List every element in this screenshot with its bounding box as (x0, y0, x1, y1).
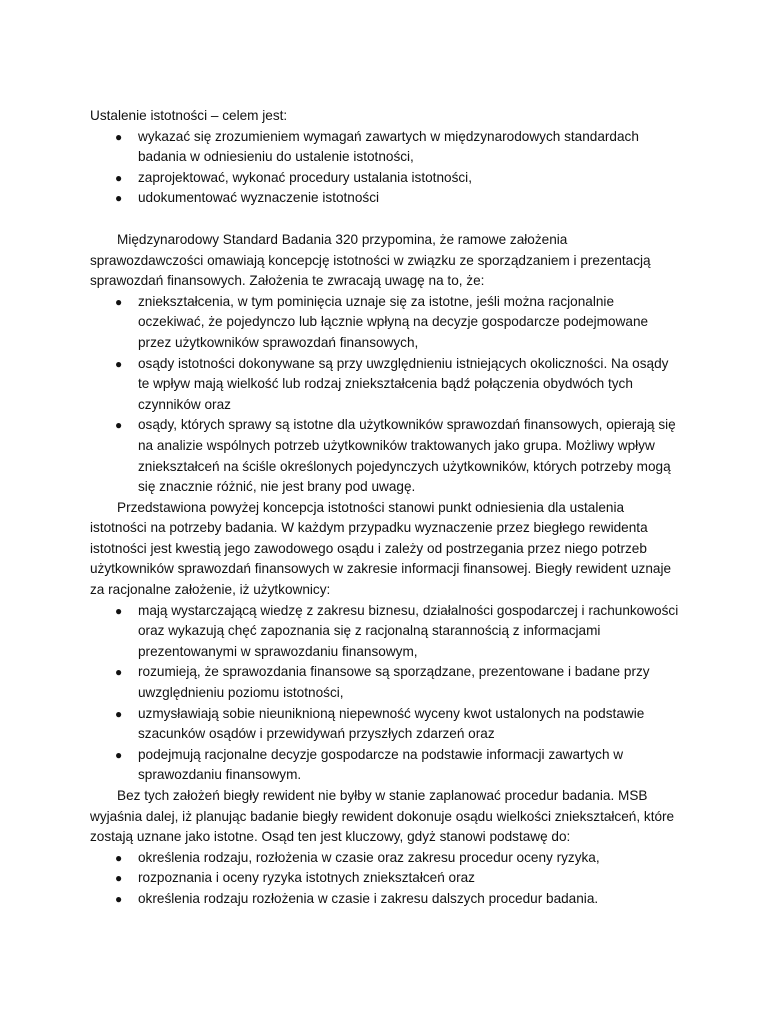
bullet-dot-icon: ● (115, 418, 123, 433)
paragraph-spacer (90, 209, 682, 230)
basis-bullet-list (90, 848, 682, 910)
paragraph-materiality-concept: Przedstawiona powyżej koncepcja istotności stanowi punkt odniesienia dla ustalenia istotności na potrzeby badania. W każdym przypadku wyznaczenie przez biegłego rewidenta istotności jest kwestią jego zawodowego osądu i zależy od postrzegania przez niego potrzeb użytkowników sprawozdań finansowych w zakresie informacji finansowej. Biegły rewident uznaje za racjonalne założenie, iż użytkownicy: (90, 499, 672, 598)
assumption-bullet-list (90, 292, 682, 498)
list-item (90, 127, 682, 168)
list-item (90, 662, 682, 703)
list-item (90, 292, 682, 354)
bullet-dot-icon: ● (115, 191, 123, 206)
bullet-dot-icon: ● (115, 129, 123, 144)
paragraph-standard-320: Międzynarodowy Standard Badania 320 przypomina, że ramowe założenia sprawozdawczości omawiają koncepcję istotności w związku ze sporządzaniem i prezentacją sprawozdań finansowych. Założenia te zwracają uwagę na to, że: (90, 231, 651, 289)
list-item-text: określenia rodzaju rozłożenia w czasie i zakresu dalszych procedur badania. (138, 890, 599, 906)
bullet-dot-icon: ● (115, 170, 123, 185)
list-item-text: zaprojektować, wykonać procedury ustalania istotności, (138, 169, 472, 185)
list-item-text: podejmują racjonalne decyzje gospodarcze na podstawie informacji zawartych w sprawozdaniu finansowym. (138, 746, 624, 783)
list-item (90, 868, 682, 889)
bullet-dot-icon: ● (115, 850, 123, 865)
list-item-text: osądy istotności dokonywane są przy uwzględnieniu istniejących okoliczności. Na osądy te wpływ mają wielkość lub rodzaj zniekształcenia bądź połączenia obydwóch tych czynników oraz (138, 355, 669, 412)
list-item-text: określenia rodzaju, rozłożenia w czasie oraz zakresu procedur oceny ryzyka, (138, 849, 600, 865)
list-item (90, 745, 682, 786)
list-item (90, 415, 682, 497)
list-item-text: mają wystarczającą wiedzę z zakresu biznesu, działalności gospodarczej i rachunkowości oraz wykazują chęć zapoznania się z racjonalną starannością z informacjami prezentowanymi w sprawozdaniu finansowym, (138, 602, 679, 659)
bullet-dot-icon: ● (115, 871, 123, 886)
list-item (90, 168, 682, 189)
user-bullet-list (90, 601, 682, 786)
paragraph-audit-planning: Bez tych założeń biegły rewident nie byłby w stanie zaplanować procedur badania. MSB wyjaśnia dalej, iż planując badanie biegły rewident dokonuje osądu wielkości zniekształceń, które zostają uznane jako istotne. Osąd ten jest kluczowy, gdyż stanowi podstawę do: (90, 788, 675, 845)
list-item (90, 354, 682, 416)
section-heading: Ustalenie istotności – celem jest: (90, 108, 288, 123)
list-item (90, 601, 682, 663)
list-item-text: osądy, których sprawy są istotne dla użytkowników sprawozdań finansowych, opierają się na analizie wspólnych potrzeb użytkowników traktowanych jako grupa. Możliwy wpływ zniekształceń na ściśle określonych pojedynczych użytkowników, których potrzeby mogą się znacznie różnić, nie jest brany pod uwagę. (138, 417, 676, 495)
document-body (90, 106, 682, 910)
list-item (90, 889, 682, 910)
bullet-dot-icon: ● (115, 665, 123, 680)
bullet-dot-icon: ● (115, 706, 123, 721)
list-item-text: zniekształcenia, w tym pominięcia uznaje się za istotne, jeśli można racjonalnie oczekiwać, że pojedynczo lub łącznie wpłyną na decyzje gospodarcze podejmowane przez użytkowników sprawozdań finansowych, (138, 293, 649, 350)
list-item-text: wykazać się zrozumieniem wymagań zawartych w międzynarodowych standardach badania w odniesieniu do ustalenie istotności, (138, 128, 639, 165)
list-item-text: uzmysławiają sobie nieuniknioną niepewność wyceny kwot ustalonych na podstawie szacunków osądów i przewidywań przyszłych zdarzeń oraz (138, 705, 645, 742)
list-item-text: rozumieją, że sprawozdania finansowe są sporządzane, prezentowane i badane przy uwzględnieniu poziomu istotności, (138, 664, 650, 701)
list-item-text: udokumentować wyznaczenie istotności (138, 190, 380, 206)
list-item (90, 704, 682, 745)
bullet-dot-icon: ● (115, 747, 123, 762)
list-item (90, 188, 682, 209)
bullet-dot-icon: ● (115, 294, 123, 309)
list-item-text: rozpoznania i oceny ryzyka istotnych zniekształceń oraz (138, 870, 475, 886)
bullet-dot-icon: ● (115, 891, 123, 906)
list-item (90, 848, 682, 869)
intro-bullet-list (90, 127, 682, 209)
bullet-dot-icon: ● (115, 356, 123, 371)
bullet-dot-icon: ● (115, 603, 123, 618)
